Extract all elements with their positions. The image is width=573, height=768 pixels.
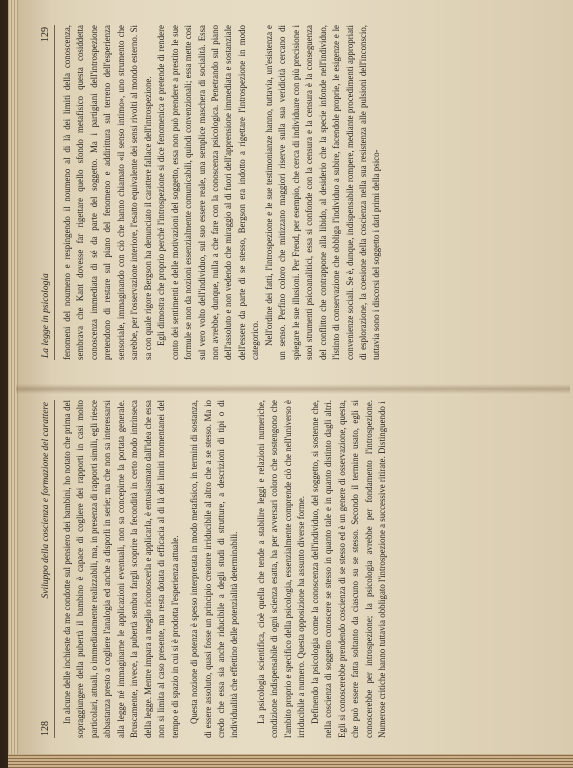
page-body bbox=[61, 25, 384, 360]
page-number: 129 bbox=[40, 27, 51, 42]
page-body bbox=[61, 400, 389, 738]
paragraph: Definendo la psicologia come la conoscenza dell'individuo, del soggetto, si sostenne che, nella coscienza di soggetto conoscere se stesso in quanto tale e in quanto distinto dagli altri. Egli si conoscerebbe prendendo coscienza di se stesso ed è un genere di osservazione, questa, che può essere fatta soltanto da ciascuno su se stesso. Secondo il termine usato, egli si conoscerebbe per introspezione; la psicologia avrebbe per fondamento l'introspezione. Numerose critiche hanno tuttavia obbligato l'introspezione a successive ritirate. Distinguendo i bbox=[309, 400, 387, 738]
paragraph: Egli dimostra che proprio perché l'introspezione si dice fenomenica e pretende di rendere conto dei sentimenti e delle motivazioni del soggetto, essa non può prendere a prestito le sue formule se non da nozioni essenzialmente comunicabili, quindi convenzionali; essa mette così sul vero volto dell'individuo, sul suo essere reale, una semplice maschera di socialità. Essa non avrebbe, dunque, nulla a che fare con la conoscenza psicologica. Penetrando sul piano dell'assoluto e non vedendo che miraggio al di fuori dell'apprensione immediata e sostanziale dell'essere da parte di se stesso, Bergson era indotto a rigettare l'introspezione in modo categorico. bbox=[156, 25, 261, 360]
page-number: 128 bbox=[40, 721, 51, 736]
page-block-bottom bbox=[8, 754, 573, 768]
running-head: Sviluppo della coscienza e formazione del carattere bbox=[41, 402, 51, 599]
page-129 bbox=[40, 25, 540, 360]
page-header bbox=[40, 25, 55, 360]
book-gutter bbox=[16, 384, 570, 394]
page-128 bbox=[40, 400, 540, 738]
paragraph: In alcune delle inchieste da me condotte sul pensiero dei bambini, ho notato che prima del sopraggiungere della pubertà il bambino è capace di cogliere dei rapporti in casi molto particolari, attuali, o immediatamente realizzabili, ma, in presenza di rapporti simili, egli riesce abbastanza presto a cogliere l'analogia ed anche a disporli in serie; ma che non sa interessarsi alla legge né immaginarne le applicazioni eventuali, non sa concepirne la portata generale. Bruscamente, invece, la pubertà sembra fargli scoprire la fecondità in certo modo intrinseca della legge. Mentre impara a meglio riconoscerla e applicarla, è entusiasmato dall'idea che essa non si limita al caso presente, ma resta dotata di efficacia al di là dei limiti momentanei del tempo e di spazio in cui si è prodotta l'esperienza attuale. bbox=[62, 400, 180, 738]
paragraph: La psicologia scientifica, cioè quella che tende a stabilire leggi e relazioni numeriche, condizione indispensabile di ogni scienza esatta, ha per avversari coloro che sostengono che l'ambito proprio e specifico della psicologia, essenzialmente comprende ciò che nell'universo è irriducibile a numero. Questa opposizione ha assunto diverse forme. bbox=[255, 400, 307, 738]
paragraph: Nell'ordine dei fatti, l'introspezione e le sue testimonianze hanno, tuttavia, un'esistenza e un senso. Perfino coloro che mitizzano maggiori riserve sulla sua veridicità cercano di spiegare le sue illusioni. Per Freud, per esempio, che cerca di individuare con più precisione i suoi strumenti psicoanalitici, essa si confonde con la censura e la censura è la conseguenza del conflitto che contrappone alla libido, al desiderio che la specie infonde nell'individuo, l'istinto di conservazione che obbliga l'individuo a subire, facendole proprie, le esigenze e le convenienze sociali. Se è, dunque, indispensabile rompere, mediante procedimenti appropriati di esplorazione, la coesione della coscienza nella sua resistenza alle pulsioni dell'inconscio, tuttavia sono i discorsi del soggetto i dati primi della psico- bbox=[263, 25, 382, 360]
paragraph: fenomeni del noumeno e respingendo il noumeno al di là dei limiti della conoscenza, sembrava che Kant dovesse far rigettare quello sfondo metafisico questa cosiddetta conoscenza immediata di sé da parte del soggetto. Ma i partigiani dell'introspezione pretendono di restare sul piano del fenomeno e addirittura sul terreno dell'esperienza sensoriale, immaginando con ciò che hanno chiamato «il senso intimo», uno strumento che sarebbe, per l'osservazione interiore, l'esatto equivalente dei sensi rivolti al mondo esterno. Si sa con quale rigore Bergson ha denunciato il carattere fallace dell'introspezione. bbox=[62, 25, 153, 360]
running-head: La legge in psicologia bbox=[41, 273, 51, 358]
page-header bbox=[40, 400, 55, 738]
paragraph: Questa nozione di potenza è spesso interpretata in modo metafisico, in termini di sostanza, di essere assoluto, quasi fosse un principio creatore irriducibile al altro che a se stesso. Ma io credo che essa sia anche riducibile a degli studi di strutture, a descrizioni di tipi o di individualità che effettino delle potenzialità determinabili. bbox=[189, 400, 240, 738]
